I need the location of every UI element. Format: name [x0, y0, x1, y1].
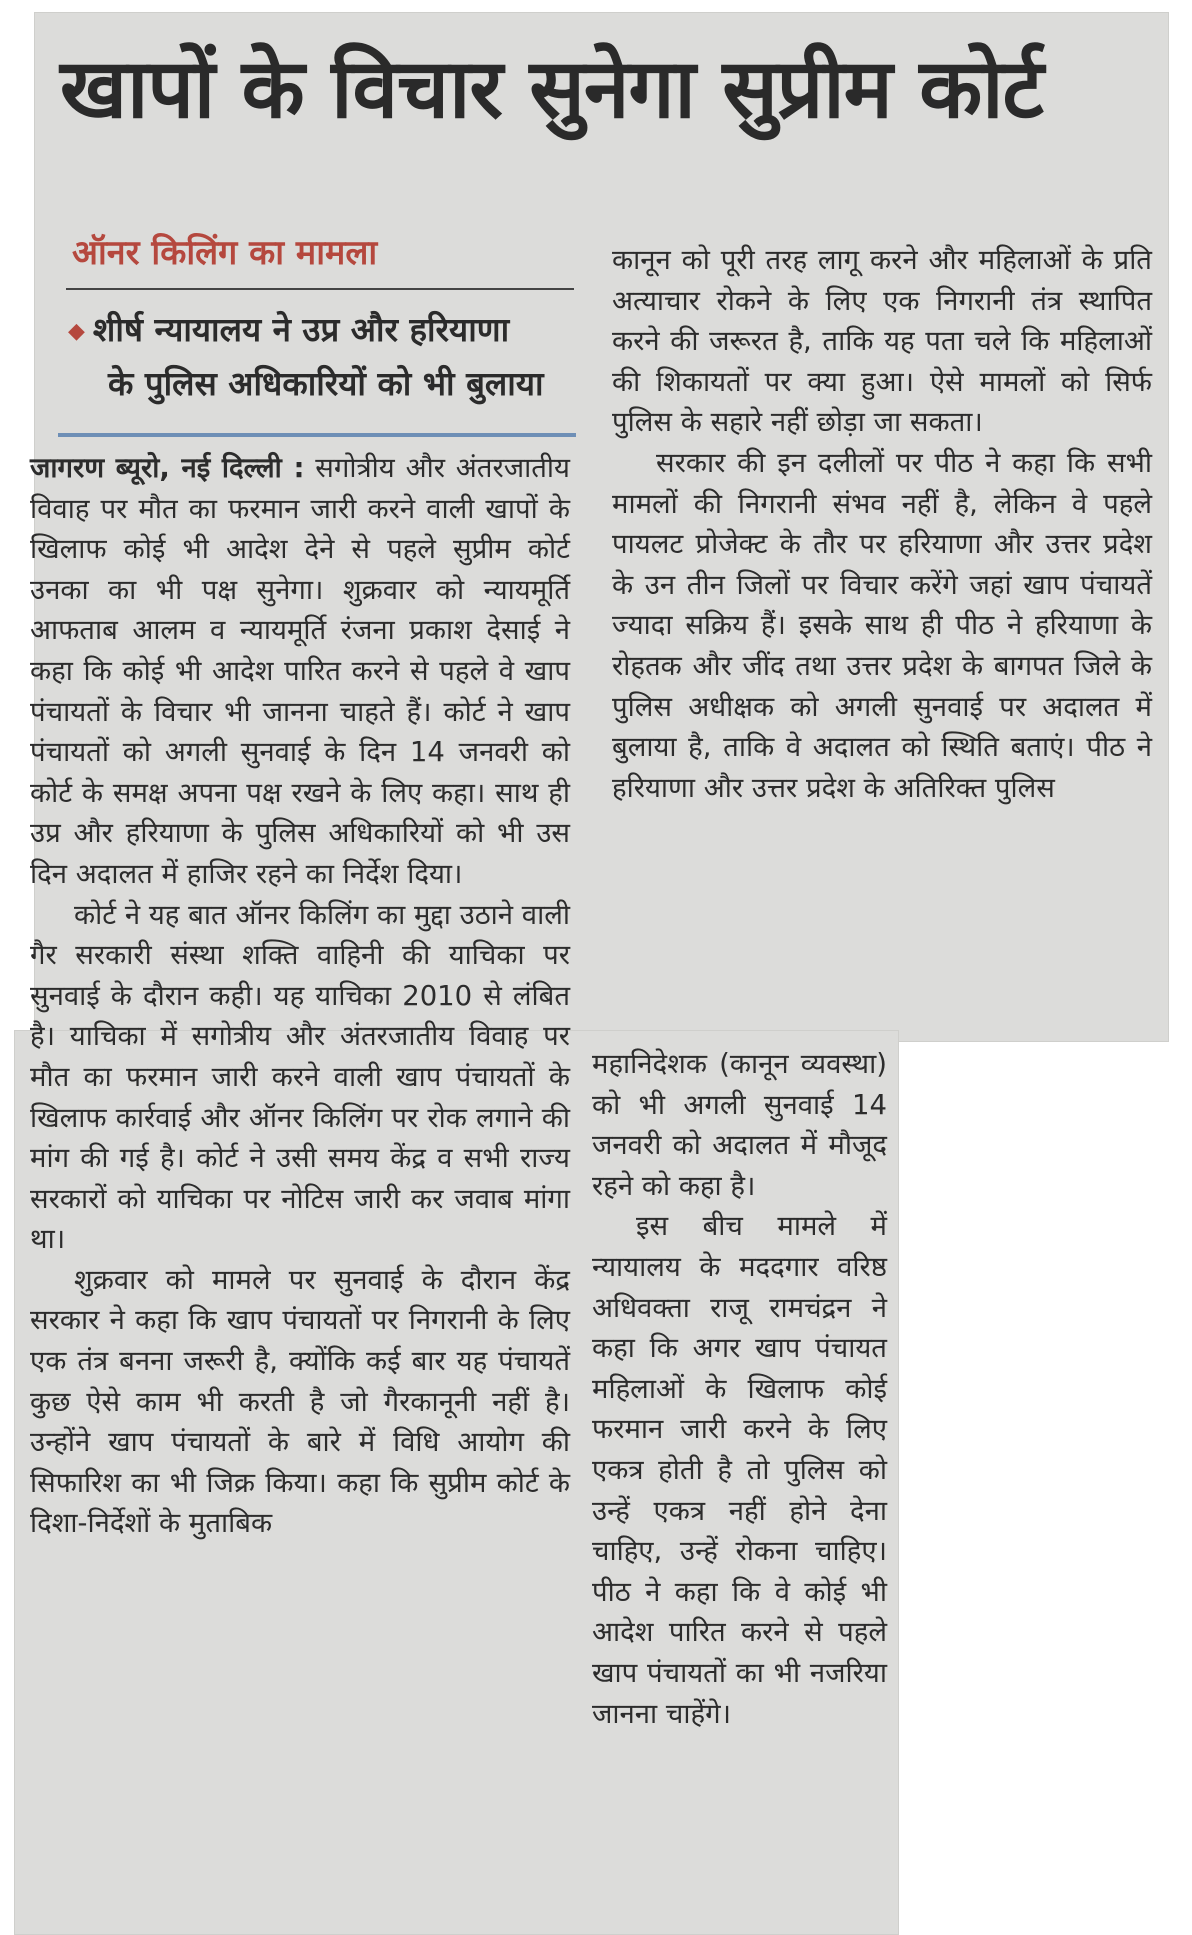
paragraph: [30, 448, 570, 895]
paragraph-text: सगोत्रीय और अंतरजातीय विवाह पर मौत का फरमान जारी करने वाली खापों के खिलाफ कोई भी आदेश देने से पहले सुप्रीम कोर्ट उनका का भी पक्ष सुनेगा। शुक्रवार को न्यायमूर्ति आफताब आलम व न्यायमूर्ति रंजना प्रकाश देसाई ने कहा कि कोई भी आदेश पारित करने से पहले वे खाप पंचायतों के विचार भी जानना चाहते हैं। कोर्ट ने खाप पंचायतों को अगली सुनवाई के दिन 14 जनवरी को कोर्ट के समक्ष अपना पक्ष रखने के लिए कहा। साथ ही उप्र और हरियाणा के पुलिस अधिकारियों को भी उस दिन अदालत में हाजिर रहने का निर्देश दिया।: [30, 452, 570, 890]
article-column-right-narrow: [592, 1044, 887, 1734]
diamond-bullet-icon: ◆: [68, 318, 85, 344]
deck-line-2: के पुलिस अधिकारियों को भी बुलाया: [108, 363, 544, 403]
kicker: ऑनर किलिंग का मामला: [72, 233, 378, 273]
headline: खापों के विचार सुनेगा सुप्रीम कोर्ट: [60, 42, 1043, 137]
paragraph: इस बीच मामले में न्यायालय के मददगार वरिष्ठ अधिवक्ता राजू रामचंद्रन ने कहा कि अगर खाप पंचायत महिलाओं के खिलाफ कोई फरमान जारी करने के लिए एकत्र होती है तो पुलिस को उन्हें एकत्र नहीं होने देना चाहिए, उन्हें रोकना चाहिए। पीठ ने कहा कि वे कोई भी आदेश पारित करने से पहले खाप पंचायतों का भी नजरिया जानना चाहेंगे।: [592, 1210, 887, 1730]
kicker-rule: [66, 288, 574, 290]
deck-line-1: शीर्ष न्यायालय ने उप्र और हरियाणा: [92, 310, 510, 349]
paragraph: कोर्ट ने यह बात ऑनर किलिंग का मुद्दा उठाने वाली गैर सरकारी संस्था शक्ति वाहिनी की याचिका पर सुनवाई के दौरान कही। यह याचिका 2010 से लंबित है। याचिका में सगोत्रीय और अंतरजातीय विवाह पर मौत का फरमान जारी करने वाली खाप पंचायतों के खिलाफ कार्रवाई और ऑनर किलिंग पर रोक लगाने की मांग की गई है। कोर्ट ने उसी समय केंद्र व सभी राज्य सरकारों को याचिका पर नोटिस जारी कर जवाब मांगा था।: [30, 898, 570, 1256]
paragraph: महानिदेशक (कानून व्यवस्था) को भी अगली सुनवाई 14 जनवरी को अदालत में मौजूद रहने को कहा है।: [592, 1048, 887, 1202]
deck-rule: [58, 433, 576, 437]
paragraph: शुक्रवार को मामले पर सुनवाई के दौरान केंद्र सरकार ने कहा कि खाप पंचायतों पर निगरानी के लिए एक तंत्र बनना जरूरी है, क्योंकि कई बार यह पंचायतें कुछ ऐसे काम भी करती है जो गैरकानूनी नहीं है। उन्होंने खाप पंचायतों के बारे में विधि आयोग की सिफारिश का भी जिक्र किया। कहा कि सुप्रीम कोर्ट के दिशा-निर्देशों के मुताबिक: [30, 1263, 570, 1540]
article-column-right: [612, 240, 1152, 808]
article-column-left: [30, 448, 570, 1544]
deck: [68, 304, 578, 410]
dateline: जागरण ब्यूरो, नई दिल्ली :: [30, 452, 305, 484]
paragraph: कानून को पूरी तरह लागू करने और महिलाओं के प्रति अत्याचार रोकने के लिए एक निगरानी तंत्र स्थापित करने की जरूरत है, ताकि यह पता चले कि महिलाओं की शिकायतों पर क्या हुआ। ऐसे मामलों को सिर्फ पुलिस के सहारे नहीं छोड़ा जा सकता।: [612, 244, 1152, 439]
paragraph: सरकार की इन दलीलों पर पीठ ने कहा कि सभी मामलों की निगरानी संभव नहीं है, लेकिन वे पहले पायलट प्रोजेक्ट के तौर पर हरियाणा और उत्तर प्रदेश के उन तीन जिलों पर विचार करेंगे जहां खाप पंचायतें ज्यादा सक्रिय हैं। इसके साथ ही पीठ ने हरियाणा के रोहतक और जींद तथा उत्तर प्रदेश के बागपत जिले के पुलिस अधीक्षक को अगली सुनवाई पर अदालत में बुलाया है, ताकि वे अदालत को स्थिति बताएं। पीठ ने हरियाणा और उत्तर प्रदेश के अतिरिक्त पुलिस: [612, 446, 1152, 804]
